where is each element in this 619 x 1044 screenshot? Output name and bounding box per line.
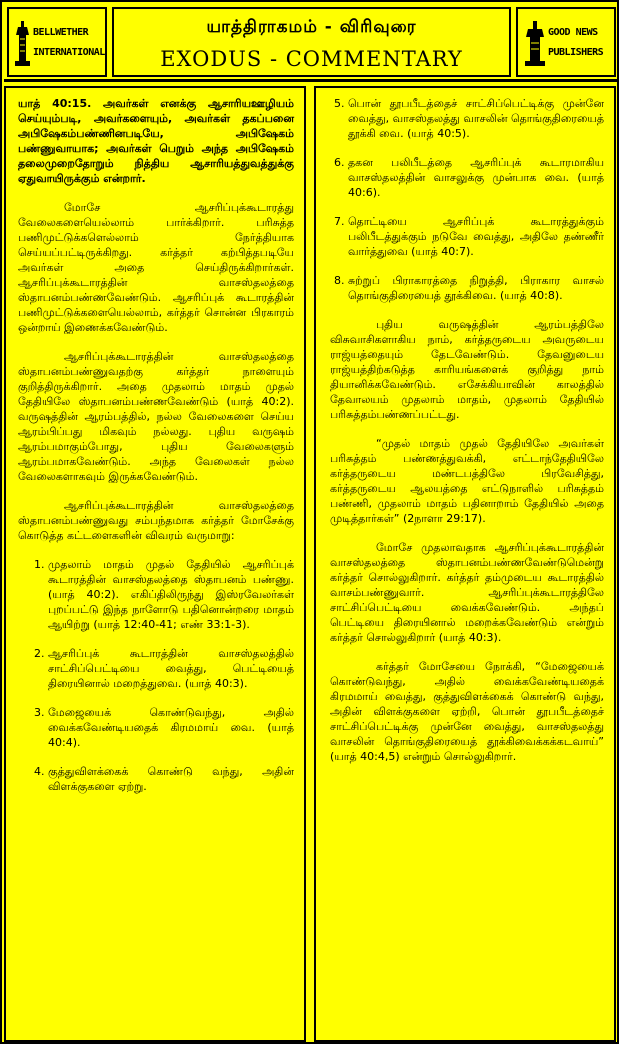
- list-item: [330, 214, 604, 259]
- list-number: 6.: [334, 156, 345, 169]
- list-item: [18, 705, 294, 750]
- paragraph: மோசே ஆசரிப்புக்கூடாரத்து வேலைகளையெல்லாம் பார்க்கிறார். பரிசுத்த பணிமுட்டுக்களெல்லாம் நேர்த்தியாக செய்யப்பட்டிருக்கிறது. கர்த்தர் கற்பித்தபடியே அவர்கள் அதை செய்திருக்கிறார்கள். ஆசரிப்புக்கூடாரத்தின் வாசஸ்தலத்தை ஸ்தாபனம்பண்ணவேண்டும். ஆசரிப்புக் கூடாரத்தின் பணிமுட்டுக்களையெல்லாம், கர்த்தர் சொன்ன பிரகாரம் ஒன்றாய் இணைக்கவேண்டும்.: [18, 201, 294, 334]
- title-english: EXODUS - COMMENTARY: [160, 47, 463, 71]
- bellwether-logo: [7, 7, 107, 77]
- list-text: தகன பலிபீடத்தை ஆசரிப்புக் கூடாரமாகிய வாசஸ்தலத்தின் வாசலுக்கு முன்பாக வை. (யாத் 40:6).: [348, 156, 604, 199]
- left-logo-line-2: INTERNATIONAL: [33, 47, 105, 58]
- good-news-icon: [524, 21, 546, 67]
- list-number: 4.: [34, 765, 45, 778]
- list-item: [330, 96, 604, 141]
- list-item: [18, 557, 294, 632]
- paragraph: ஆசரிப்புக்கூடாரத்தின் வாசஸ்தலத்தை ஸ்தாபனம்பண்ணுவதற்கு கர்த்தர் நாளையும் குறித்திருக்கிறார். அதை முதலாம் மாதம் முதல் தேதியிலே ஸ்தாபனம்பண்ணவேண்டும் (யாத் 40:2). வருஷத்தின் ஆரம்பத்தில், நல்ல வேலைகளை செய்ய ஆரம்பிப்பது மிகவும் நல்லது. புதிய வருஷம் ஆரம்பமாகும்போது, புதிய வேலைகளும் ஆரம்பமாகவேண்டும். அந்த வேலைகள் நல்ல வேலைகளாகவும் இருக்கவேண்டும்.: [18, 350, 294, 483]
- list-text: தொட்டியை ஆசரிப்புக் கூடாரத்துக்கும் பலிபீடத்துக்கும் நடுவே வைத்து, அதிலே தண்ணீர் வார்த்துவை (யாத் 40:7).: [348, 215, 604, 258]
- good-news-logo: [516, 7, 616, 77]
- header: [4, 4, 619, 82]
- list-item: [18, 764, 294, 794]
- right-logo-line-1: GOOD NEWS: [548, 27, 598, 38]
- verse-lead: யாத் 40:15. அவர்கள் எனக்கு ஆசாரியஊழியம் செய்யும்படி, அவர்களையும், அவர்கள் தகப்பனை அபிஷேகம்பண்ணினபடியே, அபிஷேகம் பண்ணுவாயாக; அவர்கள் பெறும் அந்த அபிஷேகம் தலைமுறைதோறும் நித்திய ஆசாரியத்துவத்துக்கு ஏதுவாயிருக்கும் என்றார்.: [18, 97, 294, 185]
- title-tamil: யாத்திராகமம் - விரிவுரை: [206, 17, 417, 37]
- paragraph: மோசே முதலாவதாக ஆசரிப்புக்கூடாரத்தின் வாசஸ்தலத்தை ஸ்தாபனம்பண்ணவேண்டுமென்று கர்த்தர் சொல்லுகிறார். கர்த்தர் தம்முடைய கூடாரத்தில் வாசம்பண்ணுவார். ஆசரிப்புக்கூடாரத்திலே சாட்சிப்பெட்டியை வைக்கவேண்டும். அந்தப் பெட்டியை திரையினால் மறைக்கவேண்டும் என்றும் கர்த்தர் சொல்லுகிறார் (யாத் 40:3).: [330, 541, 604, 644]
- list-text: ஆசரிப்புக் கூடாரத்தின் வாசஸ்தலத்தில் சாட்சிப்பெட்டியை வைத்து, பெட்டியைத் திரையினால் மறைத்துவை. (யாத் 40:3).: [48, 647, 294, 690]
- right-column: [314, 86, 616, 1042]
- list-number: 2.: [34, 647, 45, 660]
- instruction-list: [18, 557, 294, 794]
- list-text: முதலாம் மாதம் முதல் தேதியில் ஆசரிப்புக் கூடாரத்தின் வாசஸ்தலத்தை ஸ்தாபனம் பண்ணு. (யாத் 40:2). எகிப்திலிருந்து இஸ்ரவேலர்கள் புறப்பட்டு இந்த நாளோடு பதினொன்றரை மாதம் ஆயிற்று (யாத் 12:40-41; எண் 33:1-3).: [48, 558, 294, 631]
- paragraph: ஆசரிப்புக்கூடாரத்தின் வாசஸ்தலத்தை ஸ்தாபனம்பண்ணுவது சம்பந்தமாக கர்த்தர் மோசேக்கு கொடுத்த கட்டளைகளின் விவரம் வருமாறு:: [18, 499, 294, 542]
- paragraph: கர்த்தர் மோசேயை நோக்கி, “மேஜையைக் கொண்டுவந்து, அதில் வைக்கவேண்டியதைக் கிரமமாய் வைத்து, குத்துவிளக்கைக் கொண்டு வந்து, அதின் விளக்குகளை ஏற்றி, பொன் தூபபீடத்தைச் சாட்சிப்பெட்டிக்கு முன்னே வைத்து, வாசஸ்தலத்து வாசலின் தொங்குதிரையைத் தூக்கிவைக்கக்கடவாய்” (யாத் 40:4,5) என்றும் சொல்லுகிறார்.: [330, 660, 604, 763]
- list-item: [18, 646, 294, 691]
- list-number: 5.: [334, 97, 345, 110]
- list-text: மேஜையைக் கொண்டுவந்து, அதில் வைக்கவேண்டியதைக் கிரமமாய் வை. (யாத் 40:4).: [48, 706, 294, 749]
- right-logo-line-2: PUBLISHERS: [548, 47, 604, 58]
- list-item: [330, 155, 604, 200]
- list-number: 7.: [334, 215, 345, 228]
- instruction-list-continued: [330, 96, 604, 303]
- bellwether-icon: [15, 21, 31, 67]
- list-text: பொன் தூபபீடத்தைச் சாட்சிப்பெட்டிக்கு முன்னே வைத்து, வாசஸ்தலத்து வாசலின் தொங்குதிரையைத் தூக்கி வை. (யாத் 40:5).: [348, 97, 604, 140]
- list-number: 1.: [34, 558, 45, 571]
- list-number: 3.: [34, 706, 45, 719]
- list-text: சுற்றுப் பிராகாரத்தை நிறுத்தி, பிராகார வாசல் தொங்குதிரையைத் தூக்கிவை. (யாத் 40:8).: [348, 274, 604, 302]
- quote-paragraph: “முதல் மாதம் முதல் தேதியிலே அவர்கள் பரிசுத்தம் பண்ணத்துவக்கி, எட்டாந்தேதியிலே கர்த்தருடைய மண்டபத்திலே பிரவேசித்து, கர்த்தருடைய ஆலயத்தை எட்டுநாளில் பரிசுத்தம் பண்ணி, முதலாம் மாதம் பதினாறாம் தேதியில் அதை முடித்தார்கள்” (2நாளா 29:17).: [330, 437, 604, 525]
- paragraph: புதிய வருஷத்தின் ஆரம்பத்திலே விசுவாசிகளாகிய நாம், கர்த்தருடைய அவருடைய ராஜ்யத்தையும் தேடவேண்டும். தேவனுடைய ராஜ்யத்திற்கடுத்த காரியங்களைக் குறித்து நாம் தியானிக்கவேண்டும். எசேக்கியாவின் காலத்தில் தேவாலயம் முதலாம் மாதம், முதலாம் தேதியில் பரிசுத்தம்பண்ணப்பட்டது.: [330, 318, 604, 421]
- left-column: [4, 86, 306, 1042]
- left-logo-line-1: BELLWETHER: [33, 27, 89, 38]
- list-item: [330, 273, 604, 303]
- title-block: [112, 7, 511, 77]
- list-text: குத்துவிளக்கைக் கொண்டு வந்து, அதின் விளக்குகளை ஏற்று.: [48, 765, 294, 793]
- list-number: 8.: [334, 274, 345, 287]
